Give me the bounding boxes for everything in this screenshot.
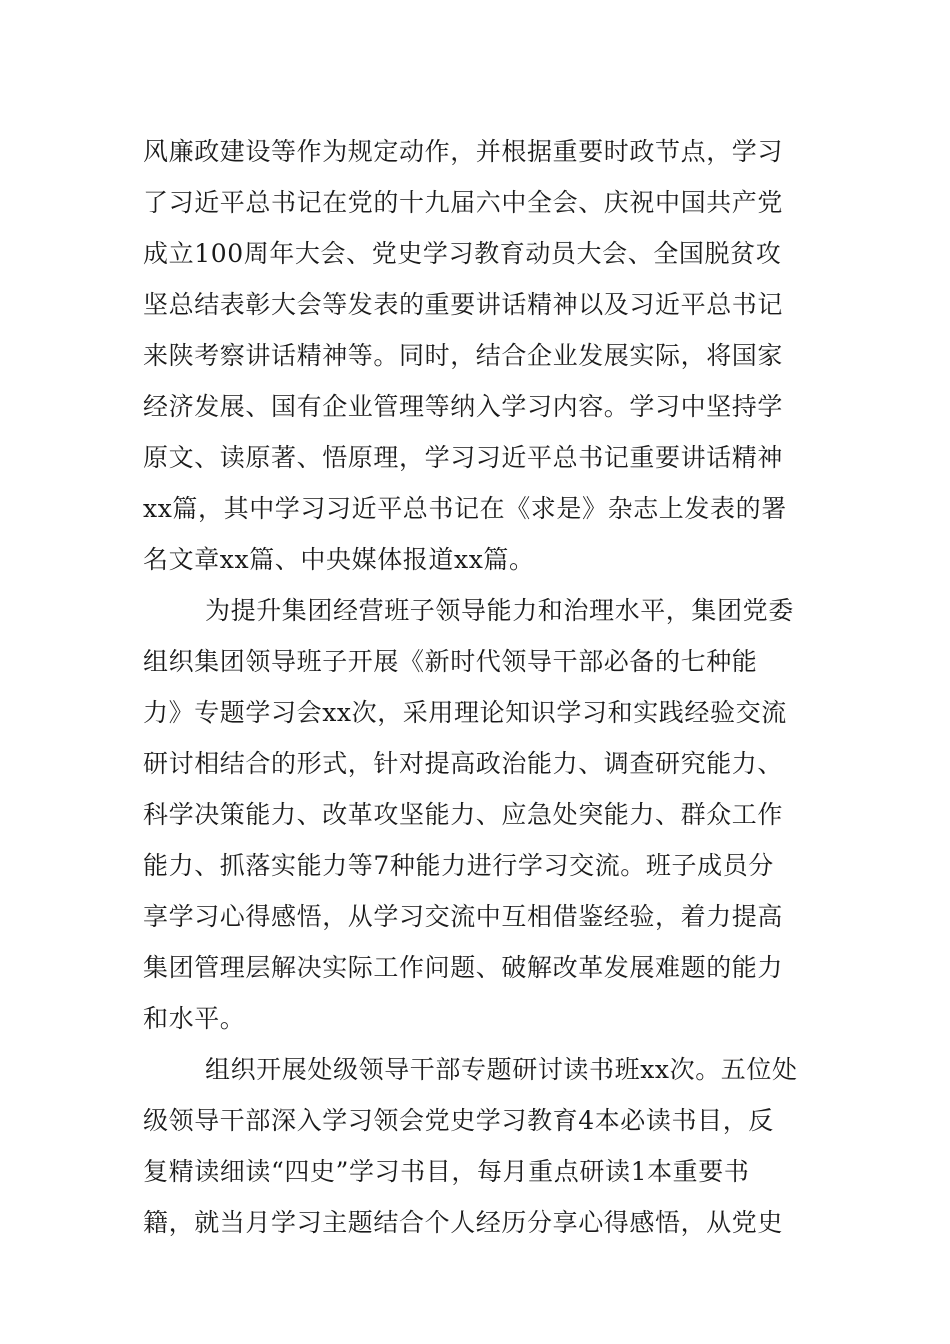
text-line: 来陕考察讲话精神等。同时，结合企业发展实际，将国家 bbox=[143, 341, 784, 370]
text-line: xx篇，其中学习习近平总书记在《求是》杂志上发表的署 bbox=[143, 494, 787, 523]
text-line: 复精读细读“四史”学习书目，每月重点研读1本重要书 bbox=[143, 1157, 750, 1186]
text-line: 组织开展处级领导干部专题研讨读书班xx次。五位处 bbox=[205, 1055, 798, 1084]
text-line: 组织集团领导班子开展《新时代领导干部必备的七种能 bbox=[143, 647, 758, 676]
text-line: 科学决策能力、改革攻坚能力、应急处突能力、群众工作 bbox=[143, 800, 784, 829]
text-line: 籍，就当月学习主题结合个人经历分享心得感悟，从党史 bbox=[143, 1208, 784, 1237]
text-line: 能力、抓落实能力等7种能力进行学习交流。班子成员分 bbox=[143, 851, 774, 880]
text-line: 享学习心得感悟，从学习交流中互相借鉴经验，着力提高 bbox=[143, 902, 784, 931]
text-line: 力》专题学习会xx次，采用理论知识学习和实践经验交流 bbox=[143, 698, 787, 727]
text-line: 了习近平总书记在党的十九届六中全会、庆祝中国共产党 bbox=[143, 188, 784, 217]
text-line: 和水平。 bbox=[143, 1004, 246, 1033]
text-line: 原文、读原著、悟原理，学习习近平总书记重要讲话精神 bbox=[143, 443, 784, 472]
text-line: 风廉政建设等作为规定动作，并根据重要时政节点，学习 bbox=[143, 137, 784, 166]
text-line: 研讨相结合的形式，针对提高政治能力、调查研究能力、 bbox=[143, 749, 784, 778]
text-line: 集团管理层解决实际工作问题、破解改革发展难题的能力 bbox=[143, 953, 784, 982]
text-line: 成立100周年大会、党史学习教育动员大会、全国脱贫攻 bbox=[143, 239, 782, 268]
text-line: 为提升集团经营班子领导能力和治理水平，集团党委 bbox=[205, 596, 794, 625]
text-line: 级领导干部深入学习领会党史学习教育4本必读书目，反 bbox=[143, 1106, 774, 1135]
text-line: 名文章xx篇、中央媒体报道xx篇。 bbox=[143, 545, 535, 574]
text-line: 经济发展、国有企业管理等纳入学习内容。学习中坚持学 bbox=[143, 392, 784, 421]
text-line: 坚总结表彰大会等发表的重要讲话精神以及习近平总书记 bbox=[143, 290, 784, 319]
